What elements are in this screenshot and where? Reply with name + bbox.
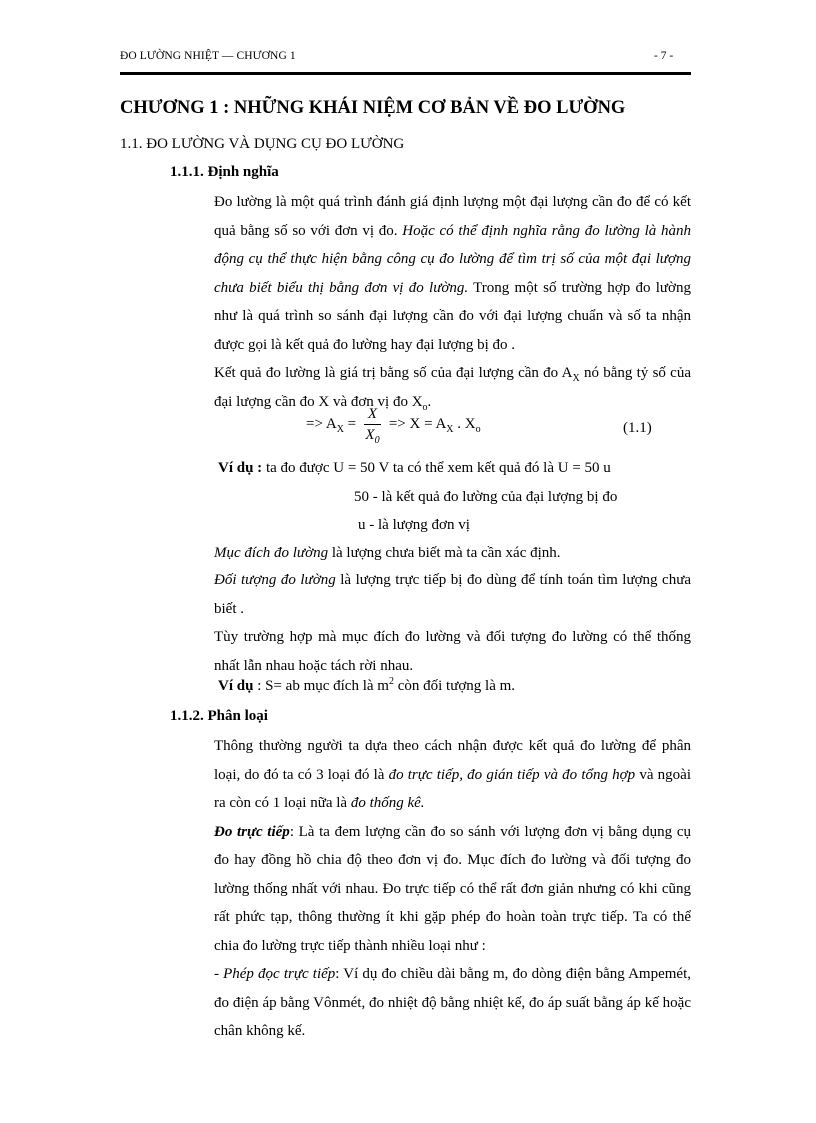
subsection-title-classification: 1.1.2. Phân loại: [170, 708, 268, 724]
example-1: Ví dụ : ta đo được U = 50 V ta có thể xem kết quả đó là U = 50 u: [218, 460, 611, 476]
page-number: - 7 -: [654, 50, 674, 62]
relation-paragraph: Tùy trường hợp mà mục đích đo lường và đối tượng đo lường có thể thống nhất lẫn nhau hoặc tách rời nhau.: [214, 629, 691, 674]
section-title: 1.1. ĐO LƯỜNG VÀ DỤNG CỤ ĐO LƯỜNG: [120, 136, 405, 152]
definition-paragraph: Đo lường là một quá trình đánh giá định lượng một đại lượng cần đo để có kết quả bằng số so với đơn vị đo. Hoặc có thể định nghĩa rằng đo lường là hành động cụ thể thực hiện bằng công cụ đo lường để tìm trị số của một đại lượng chưa biết biểu thị bằng đơn vị đo lường. Trong một số trường hợp đo lường như là quá trình so sánh đại lượng cần đo với đại lượng chuẩn và số ta nhận được gọi là kết quả đo lường hay đại lượng bị đo . Kết quả đo lường là giá trị bằng số của đại lượng cần đo $A_X$ nó bằng tỷ số của đại lượng cần đo X và đơn vị đo $X_o$.: [214, 188, 691, 416]
running-header-title: ĐO LƯỜNG NHIỆT — CHƯƠNG 1: [120, 50, 296, 62]
purpose-definition: Mục đích đo lường là lượng chưa biết mà ta cần xác định.: [214, 545, 561, 561]
example-1-line3: u - là lượng đơn vị: [358, 517, 470, 533]
equation-number: (1.1): [623, 420, 652, 436]
fraction: $\frac{X}{X_0}$: [365, 406, 380, 446]
result-paragraph: Kết quả đo lường là giá trị bằng số của đại lượng cần đo $A_X$ nó bằng tỷ số của đại lượng cần đo X và đơn vị đo $X_o$.: [214, 365, 691, 413]
example-2: Ví dụ : S= ab mục đích là $m^2$ còn đối tượng là m.: [218, 676, 516, 694]
object-definition: Đối tượng đo lường là lượng trực tiếp bị đo dùng để tính toán tìm lượng chưa biết . Tùy trường hợp mà mục đích đo lường và đối tượng đo lường có thể thống nhất lẫn nhau hoặc tách rời nhau.: [214, 566, 691, 680]
direct-reading-paragraph: - Phép đọc trực tiếp: Ví dụ đo chiều dài bằng m, đo dòng điện bằng Ampemét, đo điện áp bằng Vônmét, đo nhiệt độ bằng nhiệt kế, đo áp suất bằng áp kế hoặc chân không kế.: [214, 966, 691, 1039]
header-rule: [120, 72, 691, 75]
example-1-line2: 50 - là kết quả đo lường của đại lượng bị đo: [354, 489, 618, 505]
classification-paragraph: Thông thường người ta dựa theo cách nhận được kết quả đo lường để phân loại, do đó ta có 3 loại đó là đo trực tiếp, đo gián tiếp và đo tổng hợp và ngoài ra còn có 1 loại nữa là đo thống kê. Đo trực tiếp: Là ta đem lượng cần đo so sánh với lượng đơn vị bằng dụng cụ đo hay đồng hồ chia độ theo đơn vị đo. Mục đích đo lường và đối tượng đo lường thống nhất với nhau. Đo trực tiếp có thể rất đơn giản nhưng có khi cũng rất phức tạp, thông thường ít khi gặp phép đo hoàn toàn trực tiếp. Ta có thể chia đo lường trực tiếp thành nhiều loại như : - Phép đọc trực tiếp: Ví dụ đo chiều dài bằng m, đo dòng điện bằng Ampemét, đo điện áp bằng Vônmét, đo nhiệt độ bằng nhiệt kế, đo áp suất bằng áp kế hoặc chân không kế.: [214, 732, 691, 1046]
direct-measurement-paragraph: Đo trực tiếp: Là ta đem lượng cần đo so sánh với lượng đơn vị bằng dụng cụ đo hay đồng hồ chia độ theo đơn vị đo. Mục đích đo lường và đối tượng đo lường thống nhất với nhau. Đo trực tiếp có thể rất đơn giản nhưng có khi cũng rất phức tạp, thông thường ít khi gặp phép đo hoàn toàn trực tiếp. Ta có thể chia đo lường trực tiếp thành nhiều loại như :: [214, 823, 691, 954]
chapter-title: CHƯƠNG 1 : NHỮNG KHÁI NIỆM CƠ BẢN VỀ ĐO LƯỜNG: [120, 98, 626, 118]
formula-1-1: => $A_X$ = $\frac{X}{X_0}$ => $X = A_X$ . $X_o$: [306, 406, 481, 446]
subsection-title-definition: 1.1.1. Định nghĩa: [170, 164, 279, 180]
